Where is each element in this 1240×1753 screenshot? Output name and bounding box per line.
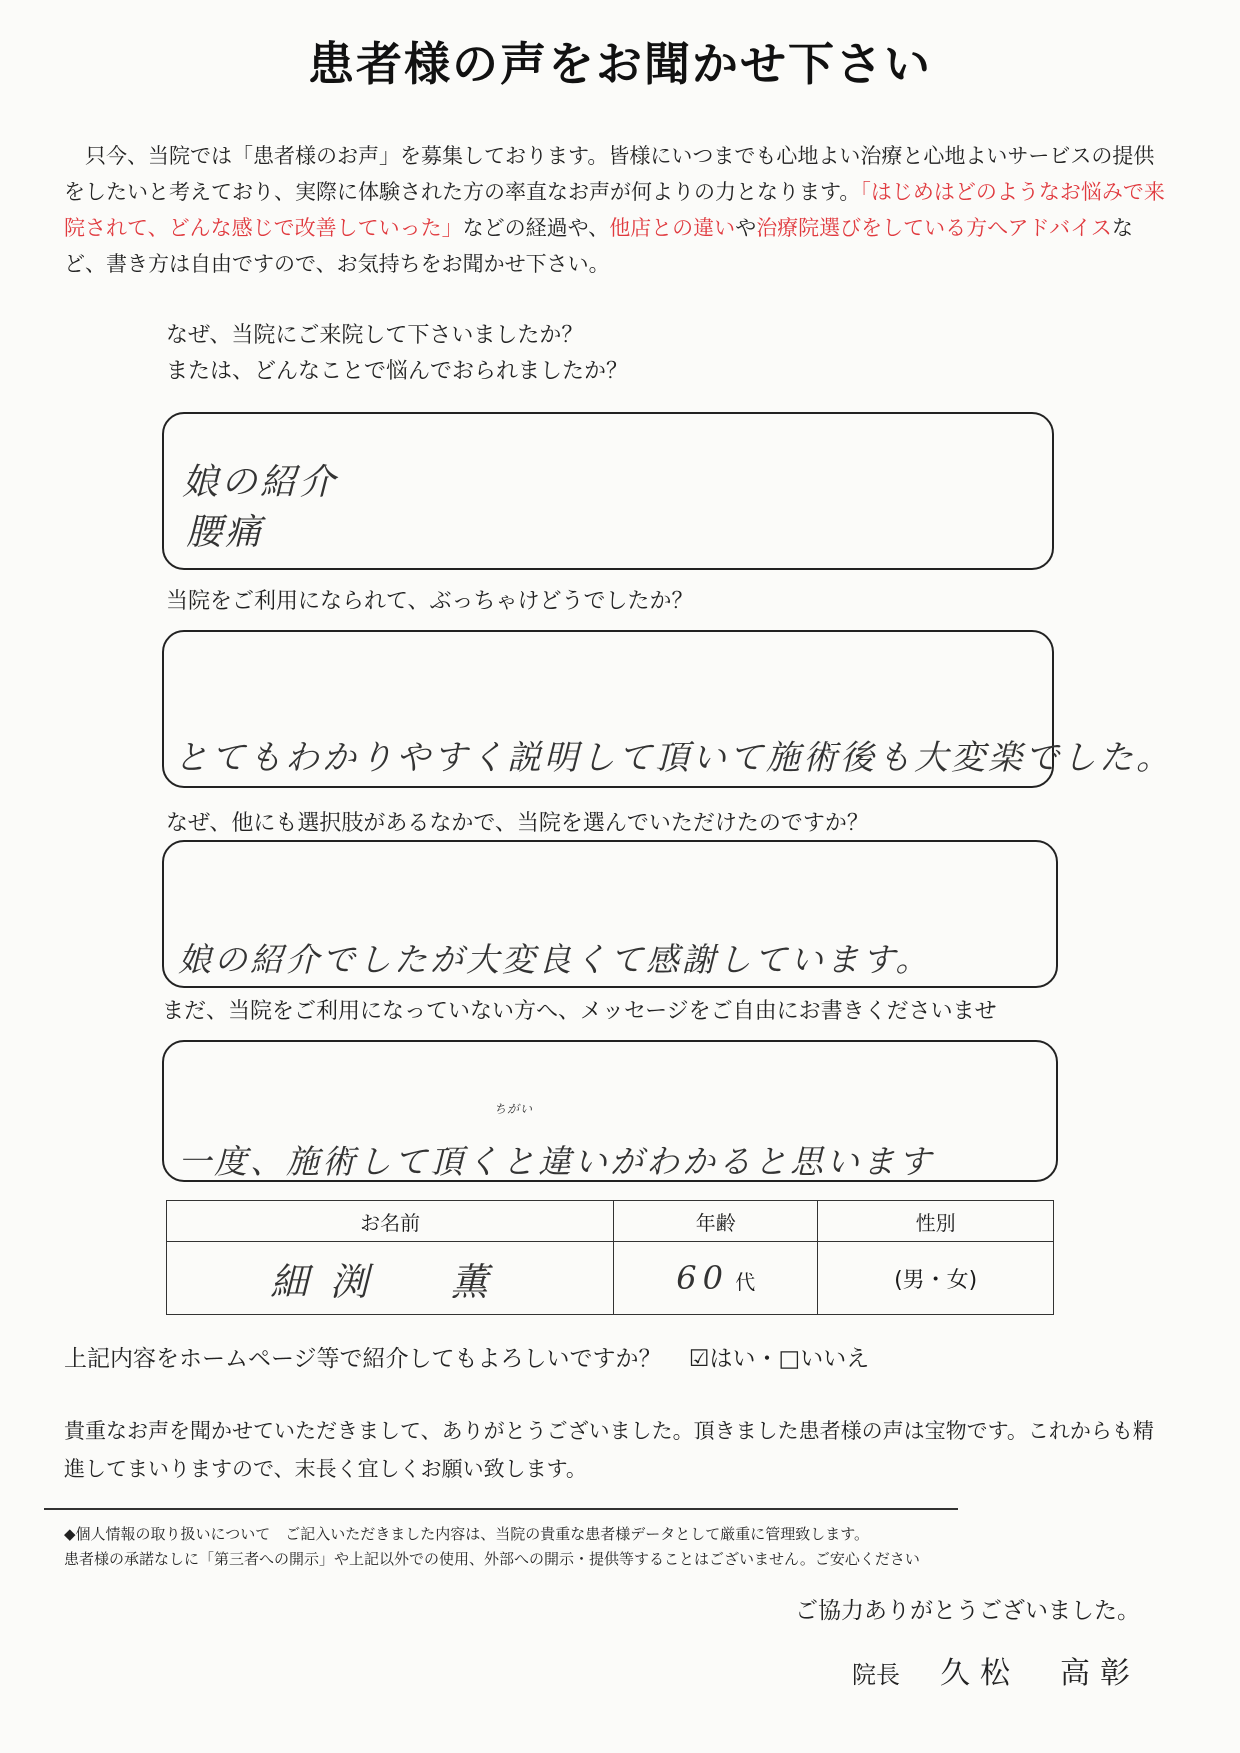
name-cell[interactable] [167,1242,614,1315]
divider [44,1508,958,1510]
intro-highlight-1: 「はじめはどのようなお悩みで来院されて、どんな感じで改善していった」 [64,180,1165,240]
patient-name: 細渕 薫 [270,1259,511,1304]
intro-highlight-2: 他店との違い [609,216,736,240]
intro-text-2: などの経過や、 [462,216,610,240]
gender-cell[interactable] [818,1242,1054,1315]
info-header-row [167,1201,1054,1242]
intro-text-1: 只今、当院では「患者様のお声」を募集しております。皆様にいつまでも心地よい治療と心地よいサービスの提供をしたいと考えており、実際に体験された方の率直なお声が何よりの力となります。 [64,144,1155,204]
privacy-line-2: 患者様の承諾なしに「第三者への開示」や上記以外での使用、外部への開示・提供等することはございません。ご安心ください [64,1550,920,1568]
answer-4: 一度、施術して頂くと違いがわかると思います [178,1142,934,1181]
privacy-line-1: ◆個人情報の取り扱いについて ご記入いただきました内容は、当院の貴重な患者様データとして厳重に管理致します。 [64,1525,870,1543]
question-1 [166,318,628,390]
privacy-notice [64,1522,1174,1572]
consent-question: 上記内容をホームページ等で紹介してもよろしいですか？ [64,1346,662,1372]
question-2 [166,584,694,620]
question-4-line-1: まだ、当院をご利用になっていない方へ、メッセージをご自由にお書きくださいませ [162,999,997,1024]
question-3-line-1: なぜ、他にも選択肢があるなかで、当院を選んでいただけたのですか？ [166,811,869,836]
intro-paragraph [64,138,1174,282]
answer-box-4[interactable] [162,1040,1058,1182]
question-1-line-1: なぜ、当院にご来院して下さいましたか？ [166,323,584,348]
thanks-paragraph: 貴重なお声を聞かせていただきまして、ありがとうございました。頂きました患者様の声は宝物です。これからも精進してまいりますので、末長く宜しくお願い致します。 [64,1419,1154,1481]
consent-separator: ・ [755,1346,779,1372]
age-unit: 代 [735,1270,756,1294]
question-2-line-1: 当院をご利用になられて、ぶっちゃけどうでしたか？ [166,589,694,614]
answer-box-2[interactable] [162,630,1173,788]
question-3 [166,806,869,842]
consent-yes-checkbox[interactable]: ☑はい [688,1346,756,1372]
patient-info-table [166,1200,1054,1315]
answer-2: とてもわかりやすく説明して頂いて施術後も大変楽でした。 [174,738,1173,778]
answer-box-3[interactable] [162,840,1058,988]
age-cell[interactable] [614,1242,818,1315]
signature-role: 院長 [852,1661,900,1689]
answer-3: 娘の紹介でしたが大変良くて感謝しています。 [178,940,932,979]
header-name: お名前 [167,1201,614,1242]
patient-age: 60 [676,1259,729,1297]
signature-name: 久松 高彰 [940,1656,1140,1691]
patient-gender: (男・女) [894,1267,978,1293]
info-value-row [167,1242,1054,1315]
answer-1-line-2: 腰痛 [186,512,265,553]
intro-text-4: など、書き方は自由ですので、お気持ちをお聞かせ下さい。 [64,216,1133,276]
signature [852,1648,1140,1692]
intro-text-3: や [735,216,757,240]
answer-box-1[interactable] [162,412,1054,570]
question-4 [162,994,997,1030]
header-gender: 性別 [818,1201,1054,1242]
answer-1-line-1: 娘の紹介 [182,462,339,503]
question-1-line-2: または、どんなことで悩んでおられましたか？ [166,359,629,384]
intro-highlight-3: 治療院選びをしている方へアドバイス [756,216,1112,240]
page-title: 患者様の声をお聞かせ下さい [308,37,932,91]
answer-4-ruby: ちがい [494,1102,534,1116]
header-age: 年齢 [614,1201,818,1242]
closing-text: ご協力ありがとうございました。 [795,1598,1140,1624]
consent-line [64,1340,869,1373]
consent-no-checkbox[interactable]: □いいえ [778,1346,870,1372]
